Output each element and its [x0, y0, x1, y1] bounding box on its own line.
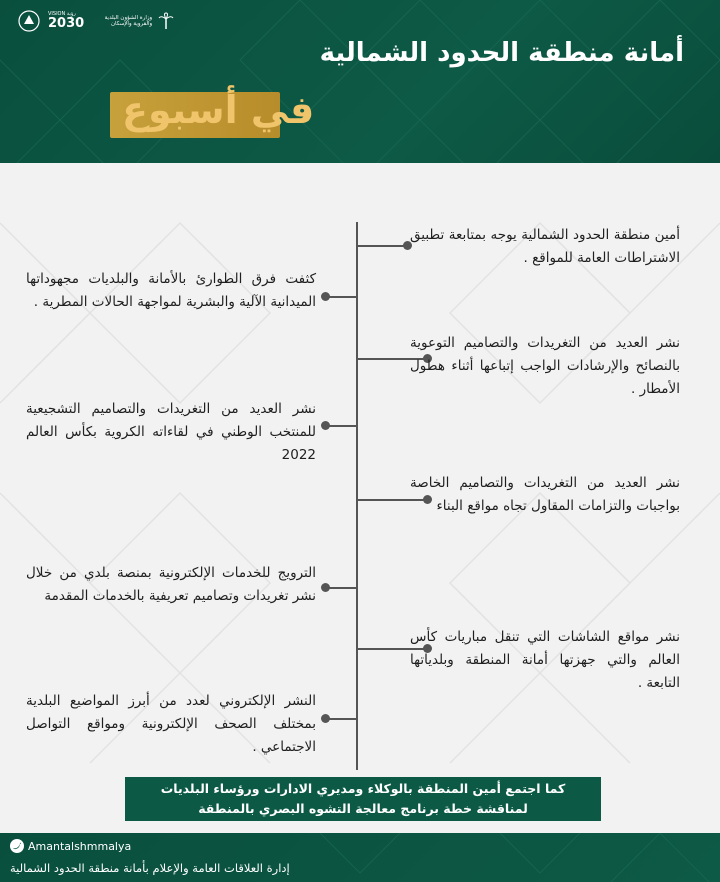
municipality-logo	[18, 10, 40, 32]
timeline-item-right-2: نشر العديد من التغريدات والتصاميم التوعوية بالنصائح والإرشادات الواجب إتباعها أثناء هطول الأمطار .	[410, 335, 680, 397]
twitter-link[interactable]	[10, 839, 131, 853]
emblem-icon	[18, 10, 40, 32]
timeline-tick	[326, 425, 356, 427]
timeline-item-left-1: كثفت فرق الطوارئ بالأمانة والبلديات مجهوداتها الميدانية الآلية والبشرية لمواجهة الحالات المطرية .	[26, 271, 316, 310]
department-name: إدارة العلاقات العامة والإعلام بأمانة منطقة الحدود الشمالية	[10, 861, 290, 875]
timeline-item-left-4: النشر الإلكتروني لعدد من أبرز المواضيع البلدية بمختلف الصحف الإلكترونية ومواقع التواصل الاجتماعي .	[26, 693, 316, 755]
twitter-handle: Amantalshmmalya	[28, 839, 132, 853]
timeline-item-left-3: الترويج للخدمات الإلكترونية بمنصة بلدي من خلال نشر تغريدات وتصاميم تعريفية بالخدمات المقدمة	[26, 565, 316, 604]
twitter-icon	[10, 839, 24, 853]
timeline-tick	[326, 296, 356, 298]
timeline-line	[356, 222, 358, 770]
timeline-item-right-1: أمين منطقة الحدود الشمالية يوجه بمتابعة تطبيق الاشتراطات العامة للمواقع .	[410, 227, 680, 266]
timeline-tick	[326, 718, 356, 720]
page-title: أمانة منطقة الحدود الشمالية	[319, 38, 684, 68]
ministry-logo: وزارة الشؤون البلدية والقروية والإسكان	[92, 11, 176, 31]
palm-icon	[156, 11, 176, 31]
timeline-tick	[326, 587, 356, 589]
meeting-banner	[125, 777, 601, 821]
footer	[0, 833, 720, 882]
timeline-dot	[321, 583, 330, 592]
timeline-item-right-3: نشر العديد من التغريدات والتصاميم الخاصة بواجبات والتزامات المقاول تجاه مواقع البناء	[410, 475, 680, 514]
timeline-tick	[356, 245, 408, 247]
timeline-dot	[321, 421, 330, 430]
logo-group	[18, 10, 176, 32]
banner-line-2: لمناقشة خطة برنامج معالجة التشوه البصري بالمنطقة	[198, 801, 528, 816]
week-label: في أسبوع	[122, 88, 315, 132]
header	[0, 0, 720, 163]
timeline-dot	[321, 292, 330, 301]
banner-line-1: كما اجتمع أمين المنطقة بالوكلاء ومديري الادارات ورؤساء البلديات	[160, 781, 566, 796]
timeline-item-right-4: نشر مواقع الشاشات التي تنقل مباريات كأس العالم والتي جهزتها أمانة المنطقة وبلدياتها التابعة .	[410, 629, 680, 691]
vision-2030-logo: VISION رؤية 2030	[48, 10, 85, 32]
timeline-dot	[321, 714, 330, 723]
timeline-item-left-2: نشر العديد من التغريدات والتصاميم التشجيعية للمنتخب الوطني في لقاءاته الكروية بكأس العالم 2022	[26, 401, 316, 463]
